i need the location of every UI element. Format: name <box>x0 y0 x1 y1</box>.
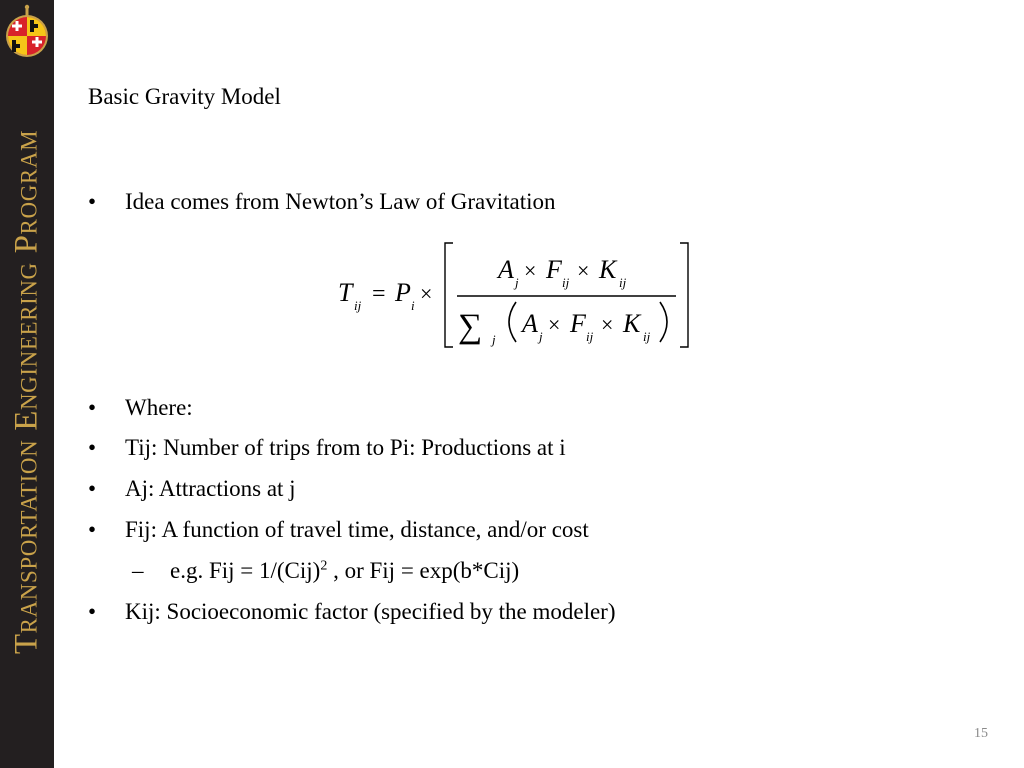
sub-bullet-superscript: 2 <box>320 558 328 574</box>
formula-k: K <box>623 309 641 338</box>
university-crest-logo <box>4 4 50 60</box>
formula-f-sub: ij <box>586 329 594 344</box>
sidebar <box>0 0 54 768</box>
bullet-glyph: • <box>88 476 97 501</box>
formula-f: F <box>570 309 586 338</box>
formula-f: F <box>546 255 562 284</box>
formula-equals: = <box>372 281 386 307</box>
page-number: 15 <box>974 726 988 741</box>
formula-k-sub: ij <box>643 329 651 344</box>
formula-right-paren <box>660 302 667 342</box>
bullet-glyph: • <box>88 189 97 214</box>
formula-f-sub: ij <box>562 275 570 290</box>
gravity-model-formula <box>332 240 694 352</box>
formula-times: × <box>601 312 614 337</box>
bullet-item <box>88 476 296 502</box>
bullet-glyph: • <box>88 599 97 624</box>
bullet-glyph: • <box>88 435 97 460</box>
bullet-text: Idea comes from Newton’s Law of Gravitation <box>125 189 556 214</box>
bullet-item <box>88 435 566 461</box>
bullet-text: Tij: Number of trips from to Pi: Productions at i <box>125 435 566 460</box>
bullet-text: Kij: Socioeconomic factor (specified by the modeler) <box>125 599 616 624</box>
bullet-glyph: • <box>88 517 97 542</box>
formula-p-sub: i <box>411 298 415 313</box>
sub-bullet-item <box>132 558 519 584</box>
program-name-vertical: Transportation Engineering Program <box>8 129 45 655</box>
formula-a: A <box>498 255 514 284</box>
slide-title: Basic Gravity Model <box>88 84 281 109</box>
bullet-text: Where: <box>125 395 193 420</box>
formula-times: × <box>524 258 537 283</box>
formula-sigma-sub: j <box>492 332 496 347</box>
formula-t: T <box>338 278 353 307</box>
formula-a-sub: j <box>515 275 519 290</box>
formula-sigma: ∑ <box>458 308 483 345</box>
sub-bullet-prefix: e.g. Fij = 1/(Cij) <box>170 558 321 583</box>
formula-k-sub: ij <box>619 275 627 290</box>
bullet-item <box>88 517 589 543</box>
bullet-item <box>88 599 616 625</box>
formula-times: × <box>420 281 433 306</box>
formula-left-paren <box>509 302 516 342</box>
formula-times: × <box>577 258 590 283</box>
formula-k: K <box>599 255 617 284</box>
formula-right-bracket <box>680 243 688 347</box>
bullet-item <box>88 189 555 215</box>
dash-glyph: – <box>132 558 144 583</box>
formula-t-sub: ij <box>354 298 362 313</box>
formula-a-sub: j <box>539 329 543 344</box>
bullet-item <box>88 395 193 421</box>
bullet-text: Aj: Attractions at j <box>125 476 296 501</box>
bullet-text: Fij: A function of travel time, distance, and/or cost <box>125 517 589 542</box>
formula-p: P <box>395 278 411 307</box>
formula-a: A <box>522 309 538 338</box>
formula-left-bracket <box>445 243 453 347</box>
bullet-glyph: • <box>88 395 97 420</box>
formula-times: × <box>548 312 561 337</box>
sub-bullet-suffix: , or Fij = exp(b*Cij) <box>327 558 520 583</box>
